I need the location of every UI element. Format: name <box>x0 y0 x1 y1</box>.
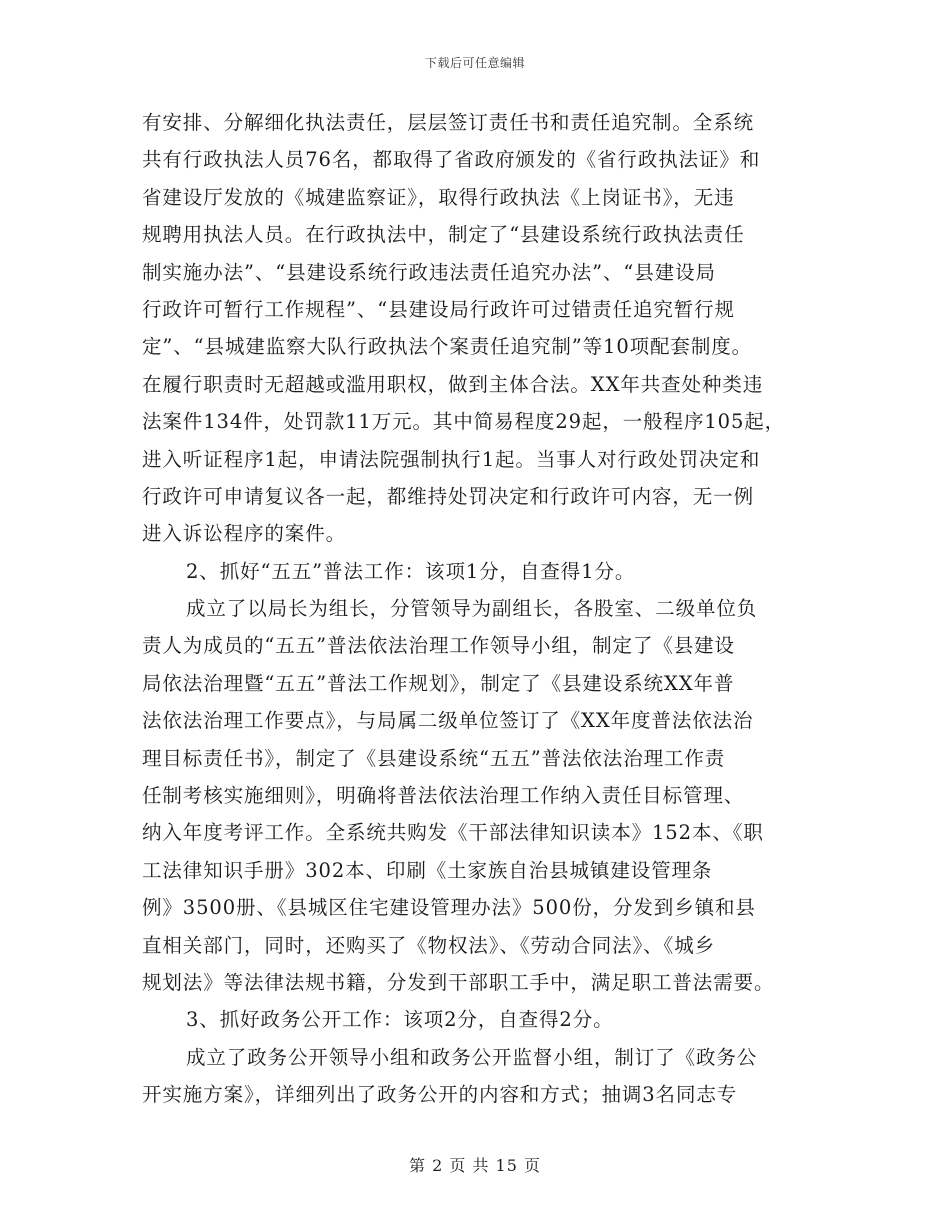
body-line: 责人为成员的“五五”普法依法治理工作领导小组，制定了《县建设 <box>142 634 735 658</box>
body-line: 规划法》等法律法规书籍，分发到干部职工手中，满足职工普法需要。 <box>142 970 775 994</box>
body-line: 局依法治理暨“五五”普法工作规划》，制定了《县建设系统XX年普 <box>142 671 735 695</box>
body-line: 规聘用执法人员。在行政执法中，制定了“县建设系统行政执法责任 <box>142 223 745 247</box>
body-line: 开实施方案》，详细列出了政务公开的内容和方式；抽调3名同志专 <box>142 1083 738 1107</box>
body-line: 省建设厅发放的《城建监察证》，取得行政执法《上岗证书》，无违 <box>142 185 735 209</box>
body-line: 法案件134件，处罚款11万元。其中简易程度29起，一般程序105起， <box>142 410 786 434</box>
page-number: 第 2 页 共 15 页 <box>409 1156 541 1175</box>
header-note: 下载后可任意编辑 <box>424 56 525 70</box>
body-line: 共有行政执法人员76名，都取得了省政府颁发的《省行政执法证》和 <box>142 148 761 172</box>
paragraph-first-line: 成立了以局长为组长，分管领导为副组长，各股室、二级单位负 <box>186 597 758 621</box>
body-line: 制实施办法”、“县建设系统行政违法责任追究办法”、“县建设局 <box>142 260 716 284</box>
body-line: 工法律知识手册》302本、印刷《土家族自治县城镇建设管理条 <box>142 858 713 882</box>
paragraph-first-line: 成立了政务公开领导小组和政务公开监督小组，制订了《政务公 <box>186 1045 758 1069</box>
body-line: 任制考核实施细则》，明确将普法依法治理工作纳入责任目标管理、 <box>142 784 745 808</box>
body-line: 有安排、分解细化执法责任，层层签订责任书和责任追究制。全系统 <box>142 111 755 134</box>
body-line: 例》3500册、《县城区住宅建设管理办法》500份，分发到乡镇和县 <box>142 896 756 920</box>
section-heading: 2、抓好“五五”普法工作：该项1分，自查得1分。 <box>186 559 636 583</box>
body-line: 进入诉讼程序的案件。 <box>142 522 347 546</box>
body-line: 纳入年度考评工作。全系统共购发《干部法律知识读本》152本、《职 <box>142 821 764 845</box>
body-line: 理目标责任书》，制定了《县建设系统“五五”普法依法治理工作责 <box>142 746 726 770</box>
body-line: 行政许可申请复议各一起，都维持处罚决定和行政许可内容，无一例 <box>142 484 755 508</box>
body-line: 行政许可暂行工作规程”、“县建设局行政许可过错责任追究暂行规 <box>142 297 735 321</box>
body-line: 在履行职责时无超越或滥用职权，做到主体合法。XX年共查处种类违 <box>142 372 764 396</box>
section-heading: 3、抓好政务公开工作：该项2分，自查得2分。 <box>186 1008 614 1032</box>
body-line: 法依法治理工作要点》，与局属二级单位签订了《XX年度普法依法治 <box>142 709 754 733</box>
body-line: 进入听证程序1起，申请法院强制执行1起。当事人对行政处罚决定和 <box>142 447 761 471</box>
body-line: 定”、“县城建监察大队行政执法个案责任追究制”等10项配套制度。 <box>142 335 753 359</box>
document-body <box>142 104 822 1114</box>
body-line: 直相关部门，同时，还购买了《物权法》、《劳动合同法》、《城乡 <box>142 933 716 957</box>
